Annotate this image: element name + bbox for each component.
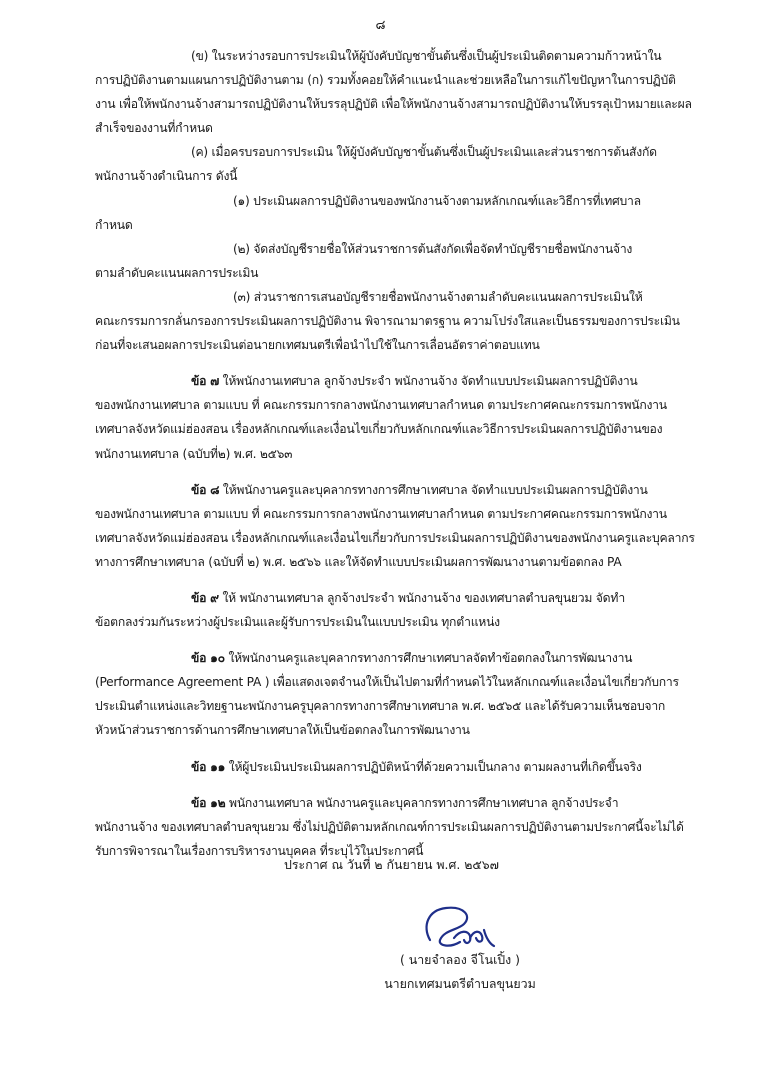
section-first-text: ให้พนักงานครูและบุคลากรทางการศึกษาเทศบาล จัดทำแบบประเมินผลการปฏิบัติงาน bbox=[219, 482, 648, 497]
page-number: ๘ bbox=[375, 18, 386, 33]
paragraph-item-1 bbox=[95, 189, 695, 237]
section-12 bbox=[95, 791, 695, 863]
clause-number: ข้อ ๗ bbox=[191, 374, 220, 389]
section-first-line bbox=[95, 586, 695, 610]
paragraph-item-3 bbox=[95, 285, 695, 357]
section-11 bbox=[95, 755, 695, 779]
section-first-line bbox=[95, 478, 695, 502]
paragraph-first-line: (๑) ประเมินผลการปฏิบัติงานของพนักงานจ้างตามหลักเกณฑ์และวิธีการที่เทศบาล bbox=[233, 193, 641, 208]
paragraph-first-line: (๓) ส่วนราชการเสนอบัญชีรายชื่อพนักงานจ้างตามลำดับคะแนนผลการประเมินให้ bbox=[233, 289, 643, 304]
paragraph-continuation: ตามลำดับคะแนนผลการประเมิน bbox=[95, 265, 259, 280]
section-first-line bbox=[95, 755, 695, 779]
clause-number: ข้อ ๑๐ bbox=[191, 651, 225, 666]
section-first-text: ให้ พนักงานเทศบาล ลูกจ้างประจำ พนักงานจ้าง ของเทศบาลตำบลขุนยวม จัดทำ bbox=[218, 590, 625, 605]
clause-number: ข้อ ๘ bbox=[191, 482, 220, 497]
section-8 bbox=[95, 478, 695, 574]
section-continuation: ข้อตกลงร่วมกันระหว่างผู้ประเมินและผู้รับการประเมินในแบบประเมิน ทุกตำแหน่ง bbox=[95, 615, 500, 630]
paragraph-item-2 bbox=[95, 237, 695, 285]
section-continuation: (Performance Agreement PA ) เพื่อแสดงเจตจำนงให้เป็นไปตามที่กำหนดไว้ในหลักเกณฑ์และเงื่อนไขเกี่ยวกับการประเมินตำแหน่งและวิทยฐานะพนักงานครูบุคลากรทางการศึกษาเทศบาล พ.ศ. ๒๕๖๕ และได้รับความเห็นชอบจากหัวหน้าส่วนราชการด้านการศึกษาเทศบาลให้เป็นข้อตกลงในการพัฒนางาน bbox=[95, 675, 679, 738]
section-first-line bbox=[95, 791, 695, 815]
signature-image bbox=[414, 900, 498, 956]
section-continuation: พนักงานจ้าง ของเทศบาลตำบลขุนยวม ซึ่งไม่ปฏิบัติตามหลักเกณฑ์การประเมินผลการปฏิบัติงานตามประกาศนี้จะไม่ได้รับการพิจารณาในเรื่องการบริหารงานบุคคล ที่ระบุไว้ในประกาศนี้ bbox=[95, 819, 684, 858]
section-9 bbox=[95, 586, 695, 634]
paragraph-first-line: (ข) ในระหว่างรอบการประเมินให้ผู้บังคับบัญชาขั้นต้นซึ่งเป็นผู้ประเมินติดตามความก้าวหน้าใน bbox=[191, 49, 662, 63]
signer-title: นายกเทศมนตรีตำบลขุนยวม bbox=[384, 976, 536, 991]
section-first-text: ให้พนักงานครูและบุคลากรทางการศึกษาเทศบาลจัดทำข้อตกลงในการพัฒนางาน bbox=[224, 651, 633, 666]
paragraph-continuation: กำหนด bbox=[95, 217, 133, 232]
section-continuation: ของพนักงานเทศบาล ตามแบบ ที่ คณะกรรมการกลางพนักงานเทศบาลกำหนด ตามประกาศคณะกรรมการพนักงานเทศบาลจังหวัดแม่ฮ่องสอน เรื่องหลักเกณฑ์และเงื่อนไขเกี่ยวกับหลักเกณฑ์และวิธีการประเมินผลการปฏิบัติงานของพนักงานเทศบาล (ฉบับที่๒) พ.ศ. ๒๕๖๓ bbox=[95, 398, 667, 461]
paragraph-kho-kwai bbox=[95, 140, 695, 188]
section-first-text: ให้พนักงานเทศบาล ลูกจ้างประจำ พนักงานจ้าง จัดทำแบบประเมินผลการปฏิบัติงาน bbox=[219, 374, 638, 389]
section-first-text: พนักงานเทศบาล พนักงานครูและบุคลากรทางการศึกษาเทศบาล ลูกจ้างประจำ bbox=[225, 795, 619, 810]
section-first-text: ให้ผู้ประเมินประเมินผลการปฏิบัติหน้าที่ด้วยความเป็นกลาง ตามผลงานที่เกิดขึ้นจริง bbox=[225, 759, 642, 774]
section-10 bbox=[95, 646, 695, 742]
paragraph-first-line: (ค) เมื่อครบรอบการประเมิน ให้ผู้บังคับบัญชาขั้นต้นซึ่งเป็นผู้ประเมินและส่วนราชการต้นสังกัด bbox=[191, 145, 657, 160]
paragraph-continuation: คณะกรรมการกลั่นกรองการประเมินผลการปฏิบัติงาน พิจารณามาตรฐาน ความโปร่งใสและเป็นธรรมของการประเมิน ก่อนที่จะเสนอผลการประเมินต่อนายกเทศมนตรีเพื่อนำไปใช้ในการเลื่อนอัตราค่าตอบแทน bbox=[95, 314, 680, 353]
paragraph-continuation: การปฏิบัติงานตามแผนการปฏิบัติงานตาม (ก) รวมทั้งคอยให้คำแนะนำและช่วยเหลือในการแก้ไขปัญหาในการปฏิบัติงาน เพื่อให้พนักงานจ้างสามารถปฏิบัติงานให้บรรลุปฏิบัติ เพื่อให้พนักงานจ้างสามารถปฏิบัติงานให้บรรลุเป้าหมายและผลสำเร็จของงานที่กำหนด bbox=[95, 73, 692, 136]
clause-number: ข้อ ๙ bbox=[191, 590, 219, 605]
section-first-line bbox=[95, 369, 695, 393]
paragraph-first-line: (๒) จัดส่งบัญชีรายชื่อให้ส่วนราชการต้นสังกัดเพื่อจัดทำบัญชีรายชื่อพนักงานจ้าง bbox=[233, 241, 633, 256]
signer-name: ( นายจำลอง จีโนเปิ้ง ) bbox=[399, 952, 520, 967]
section-first-line bbox=[95, 646, 695, 670]
clause-number: ข้อ ๑๒ bbox=[191, 795, 226, 810]
paragraph-continuation: พนักงานจ้างดำเนินการ ดังนี้ bbox=[95, 169, 238, 184]
section-continuation: ของพนักงานเทศบาล ตามแบบ ที่ คณะกรรมการกลางพนักงานเทศบาลกำหนด ตามประกาศคณะกรรมการพนักงานเทศบาลจังหวัดแม่ฮ่องสอน เรื่องหลักเกณฑ์และเงื่อนไขเกี่ยวกับการประเมินผลการปฏิบัติงานของพนักงานครูและบุคลากรทางการศึกษาเทศบาล (ฉบับที่ ๒) พ.ศ. ๒๕๖๖ และให้จัดทำแบบประเมินผลการพัฒนางานตามข้อตกลง PA bbox=[95, 506, 695, 569]
clause-number: ข้อ ๑๑ bbox=[191, 759, 226, 774]
announcement-date: ประกาศ ณ วันที่ ๒ กันยายน พ.ศ. ๒๕๖๗ bbox=[284, 857, 499, 872]
section-7 bbox=[95, 369, 695, 465]
document-body bbox=[95, 44, 695, 863]
paragraph-kho bbox=[95, 44, 695, 140]
